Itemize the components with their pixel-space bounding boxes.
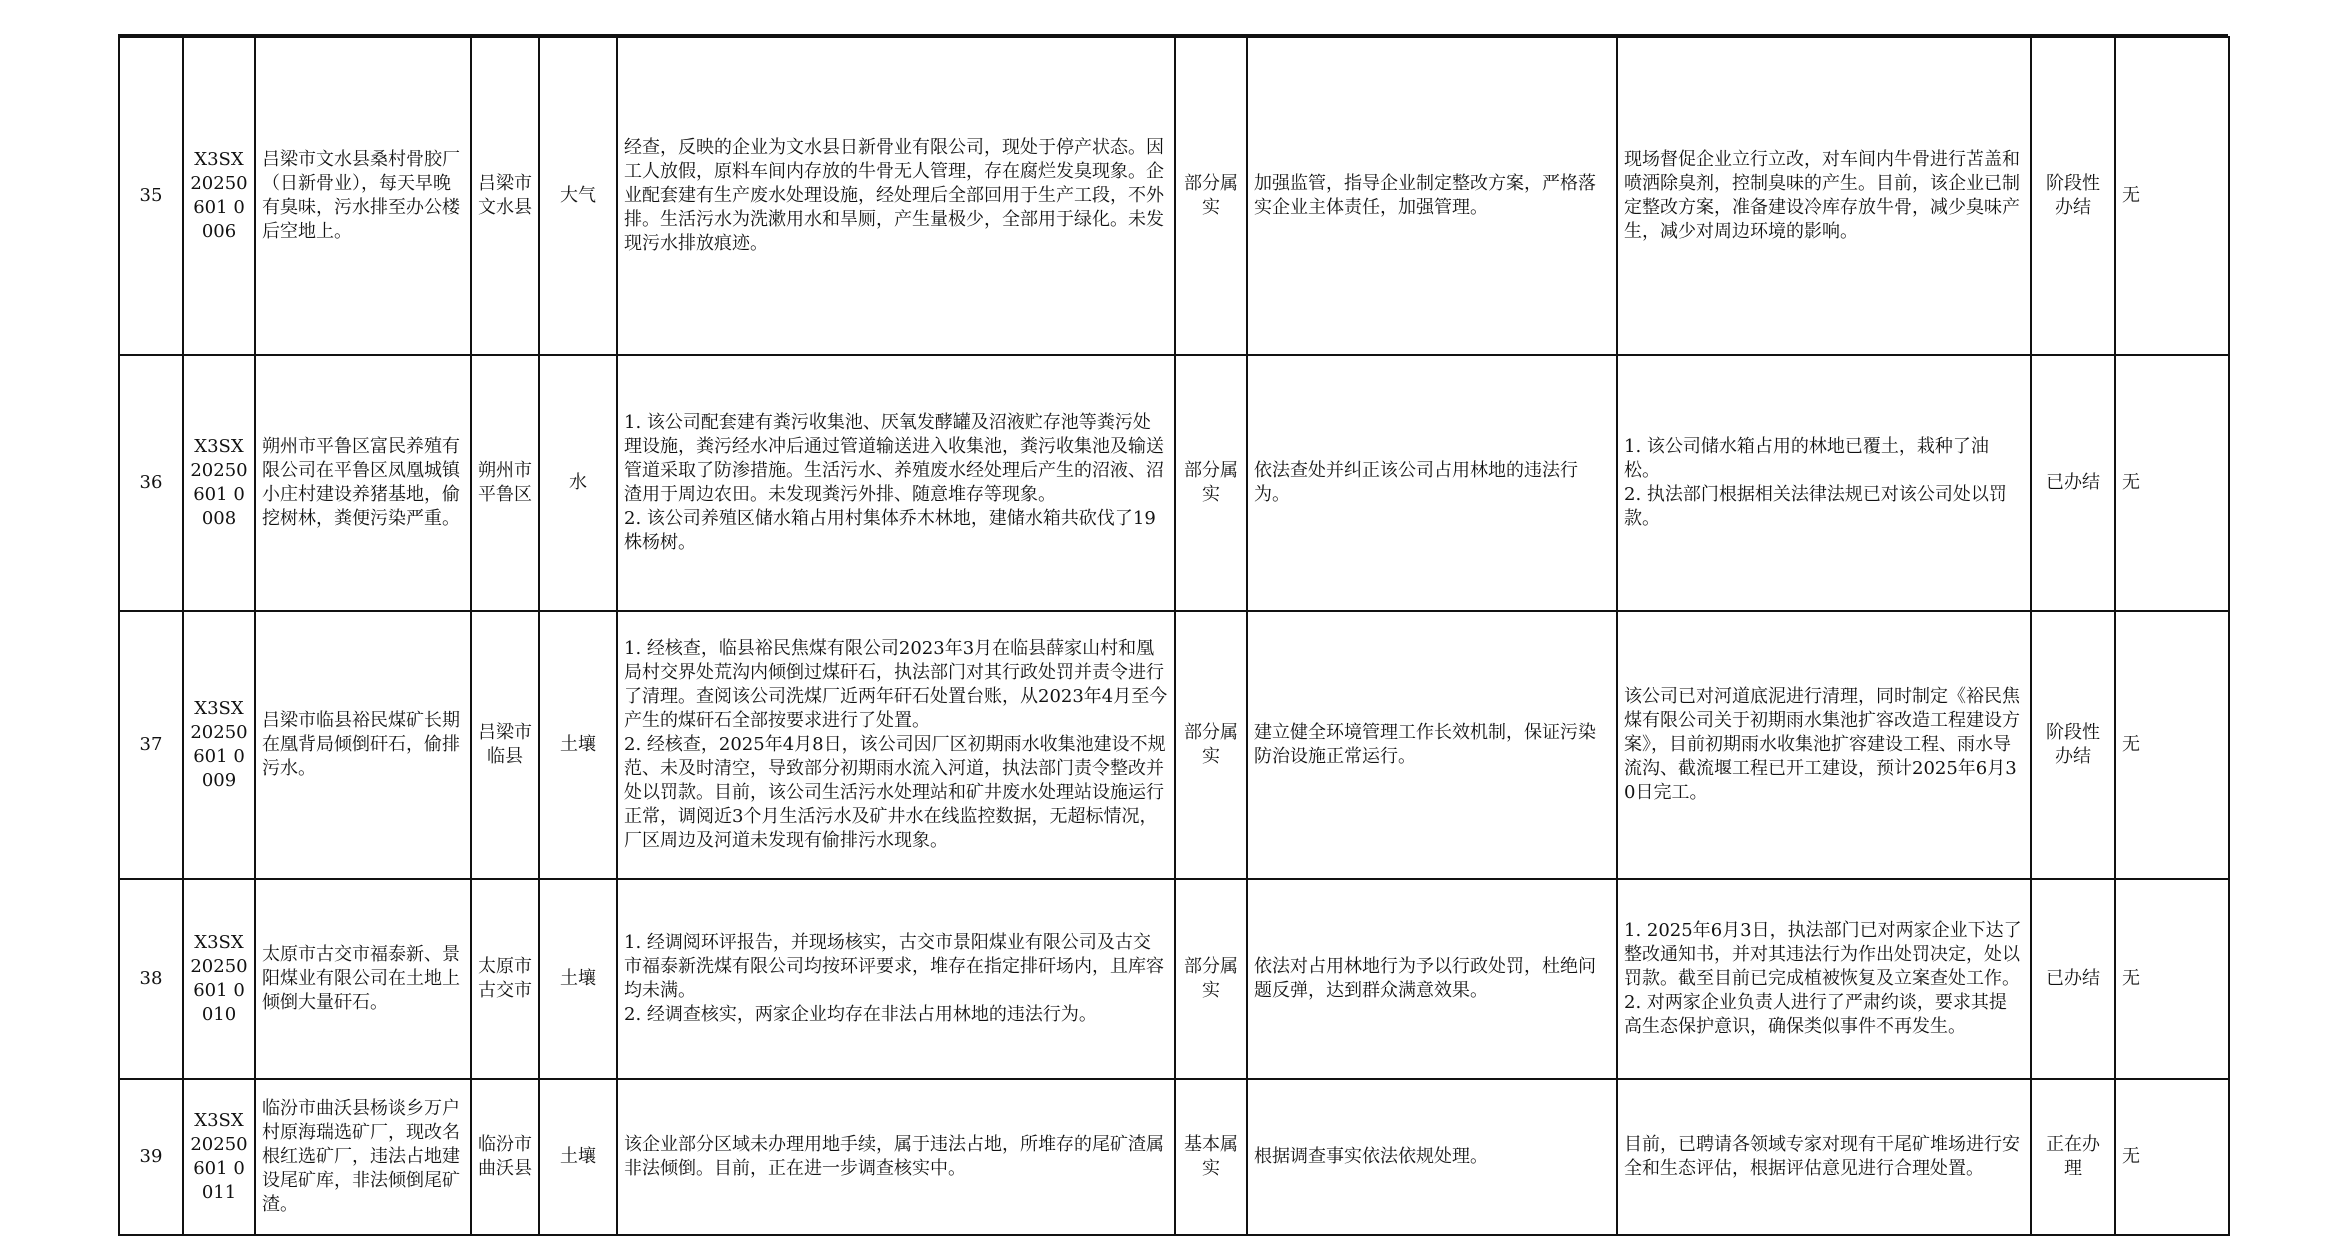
handling-measures: 加强监管，指导企业制定整改方案，严格落实企业主体责任，加强管理。 [1247, 37, 1617, 355]
region: 太原市古交市 [471, 879, 539, 1079]
investigation-result: 经查，反映的企业为文水县日新骨业有限公司，现处于停产状态。因工人放假，原料车间内存放的牛骨无人管理，存在腐烂发臭现象。企业配套建有生产废水处理设施，经处理后全部回用于生产工段，不外排。生活污水为洗漱用水和旱厕，产生量极少，全部用于绿化。未发现污水排放痕迹。 [617, 37, 1175, 355]
report-table [118, 36, 2230, 1236]
verification-verdict: 基本属实 [1175, 1079, 1247, 1235]
region: 吕梁市临县 [471, 611, 539, 879]
table-row [119, 355, 2229, 611]
investigation-result: 1. 经核查，临县裕民焦煤有限公司2023年3月在临县薛家山村和凰局村交界处荒沟内倾倒过煤矸石，执法部门对其行政处罚并责令进行了清理。查阅该公司洗煤厂近两年矸石处置台账，从2023年4月至今产生的煤矸石全部按要求进行了处置。 2. 经核查，2025年4月8日，该公司因厂区初期雨水收集池建设不规范、未及时清空，导致部分初期雨水流入河道，执法部门责令整改并处以罚款。目前，该公司生活污水处理站和矿井废水处理站设施运行正常，调阅近3个月生活污水及矿井水在线监控数据，无超标情况，厂区周边及河道未发现有偷排污水现象。 [617, 611, 1175, 879]
case-code: X3SX20250601 0011 [183, 1079, 255, 1235]
pollution-category: 大气 [539, 37, 617, 355]
complaint-content: 临汾市曲沃县杨谈乡万户村原海瑞选矿厂，现改名根红选矿厂，违法占地建设尾矿库，非法倾倒尾矿渣。 [255, 1079, 471, 1235]
pollution-category: 土壤 [539, 1079, 617, 1235]
handling-measures: 依法查处并纠正该公司占用林地的违法行为。 [1247, 355, 1617, 611]
region: 吕梁市文水县 [471, 37, 539, 355]
complaint-content: 吕梁市文水县桑村骨胶厂（日新骨业），每天早晚有臭味，污水排至办公楼后空地上。 [255, 37, 471, 355]
handling-measures: 依法对占用林地行为予以行政处罚，杜绝问题反弹，达到群众满意效果。 [1247, 879, 1617, 1079]
investigation-result: 1. 该公司配套建有粪污收集池、厌氧发酵罐及沼液贮存池等粪污处理设施，粪污经水冲后通过管道输送进入收集池，粪污收集池及输送管道采取了防渗措施。生活污水、养殖废水经处理后产生的沼液、沼渣用于周边农田。未发现粪污外排、随意堆存等现象。 2. 该公司养殖区储水箱占用村集体乔木林地，建储水箱共砍伐了19株杨树。 [617, 355, 1175, 611]
accountability: 无 [2115, 1079, 2229, 1235]
handling-measures: 根据调查事实依法依规处理。 [1247, 1079, 1617, 1235]
row-number: 39 [119, 1079, 183, 1235]
region: 朔州市平鲁区 [471, 355, 539, 611]
row-number: 35 [119, 37, 183, 355]
row-number: 38 [119, 879, 183, 1079]
accountability: 无 [2115, 611, 2229, 879]
rectification-progress: 该公司已对河道底泥进行清理，同时制定《裕民焦煤有限公司关于初期雨水集池扩容改造工程建设方案》，目前初期雨水收集池扩容建设工程、雨水导流沟、截流堰工程已开工建设，预计2025年6月30日完工。 [1617, 611, 2031, 879]
verification-verdict: 部分属实 [1175, 879, 1247, 1079]
case-status: 已办结 [2031, 879, 2115, 1079]
region: 临汾市曲沃县 [471, 1079, 539, 1235]
case-status: 阶段性办结 [2031, 611, 2115, 879]
accountability: 无 [2115, 879, 2229, 1079]
investigation-result: 1. 经调阅环评报告，并现场核实，古交市景阳煤业有限公司及古交市福泰新洗煤有限公司均按环评要求，堆存在指定排矸场内，且库容均未满。 2. 经调查核实，两家企业均存在非法占用林地的违法行为。 [617, 879, 1175, 1079]
case-code: X3SX20250601 0010 [183, 879, 255, 1079]
case-code: X3SX20250601 0006 [183, 37, 255, 355]
verification-verdict: 部分属实 [1175, 355, 1247, 611]
row-number: 36 [119, 355, 183, 611]
rectification-progress: 1. 该公司储水箱占用的林地已覆土，栽种了油松。 2. 执法部门根据相关法律法规已对该公司处以罚款。 [1617, 355, 2031, 611]
row-number: 37 [119, 611, 183, 879]
table-row [119, 879, 2229, 1079]
handling-measures: 建立健全环境管理工作长效机制，保证污染防治设施正常运行。 [1247, 611, 1617, 879]
case-code: X3SX20250601 0008 [183, 355, 255, 611]
rectification-progress: 现场督促企业立行立改，对车间内牛骨进行苫盖和喷洒除臭剂，控制臭味的产生。目前，该企业已制定整改方案，准备建设冷库存放牛骨，减少臭味产生，减少对周边环境的影响。 [1617, 37, 2031, 355]
complaint-content: 太原市古交市福泰新、景阳煤业有限公司在土地上倾倒大量矸石。 [255, 879, 471, 1079]
case-status: 正在办理 [2031, 1079, 2115, 1235]
pollution-category: 水 [539, 355, 617, 611]
case-code: X3SX20250601 0009 [183, 611, 255, 879]
rectification-progress: 目前，已聘请各领域专家对现有干尾矿堆场进行安全和生态评估，根据评估意见进行合理处置。 [1617, 1079, 2031, 1235]
table-body [119, 37, 2229, 1235]
report-table-container [118, 36, 2228, 1236]
investigation-result: 该企业部分区域未办理用地手续，属于违法占地，所堆存的尾矿渣属非法倾倒。目前，正在进一步调查核实中。 [617, 1079, 1175, 1235]
table-row [119, 37, 2229, 355]
case-status: 阶段性办结 [2031, 37, 2115, 355]
case-status: 已办结 [2031, 355, 2115, 611]
pollution-category: 土壤 [539, 879, 617, 1079]
table-row [119, 1079, 2229, 1235]
verification-verdict: 部分属实 [1175, 611, 1247, 879]
complaint-content: 吕梁市临县裕民煤矿长期在凰背局倾倒矸石，偷排污水。 [255, 611, 471, 879]
table-row [119, 611, 2229, 879]
accountability: 无 [2115, 37, 2229, 355]
rectification-progress: 1. 2025年6月3日，执法部门已对两家企业下达了整改通知书，并对其违法行为作出处罚决定，处以罚款。截至目前已完成植被恢复及立案查处工作。 2. 对两家企业负责人进行了严肃约谈，要求其提高生态保护意识，确保类似事件不再发生。 [1617, 879, 2031, 1079]
pollution-category: 土壤 [539, 611, 617, 879]
accountability: 无 [2115, 355, 2229, 611]
verification-verdict: 部分属实 [1175, 37, 1247, 355]
complaint-content: 朔州市平鲁区富民养殖有限公司在平鲁区凤凰城镇小庄村建设养猪基地，偷挖树林，粪便污染严重。 [255, 355, 471, 611]
